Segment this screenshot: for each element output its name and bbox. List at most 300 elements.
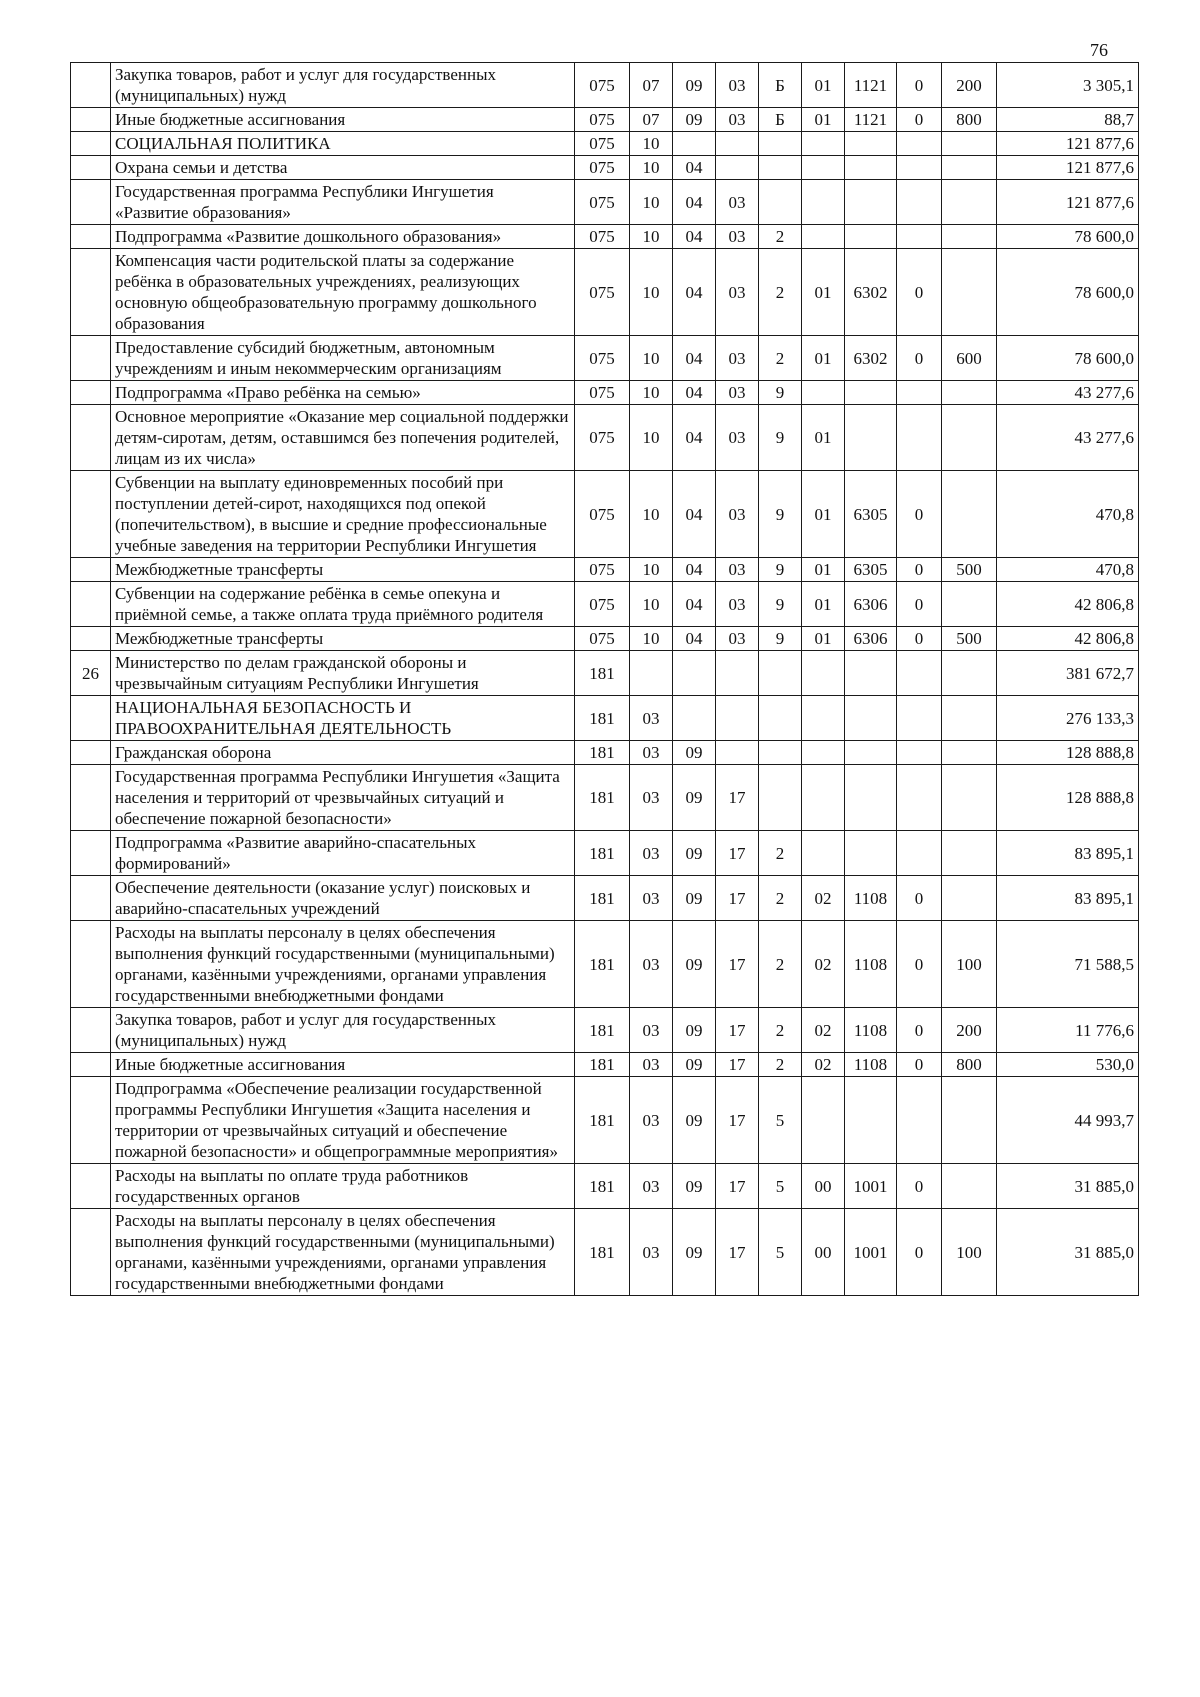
code-sub-cell	[897, 156, 942, 180]
row-number-cell	[71, 741, 111, 765]
code-vr-cell	[942, 1077, 997, 1164]
code-direction-cell	[845, 765, 897, 831]
code-subprogram-cell: 2	[759, 336, 802, 381]
code-sub-cell	[897, 741, 942, 765]
code-program-cell: 03	[716, 558, 759, 582]
code-vr-cell: 600	[942, 336, 997, 381]
code-subsection-cell: 09	[673, 741, 716, 765]
code-measure-cell	[802, 651, 845, 696]
row-amount-cell: 3 305,1	[997, 63, 1139, 108]
row-amount-cell: 83 895,1	[997, 876, 1139, 921]
code-sub-cell: 0	[897, 249, 942, 336]
code-subprogram-cell: 2	[759, 1008, 802, 1053]
code-direction-cell	[845, 180, 897, 225]
code-program-cell	[716, 156, 759, 180]
code-gr-cell: 075	[575, 225, 630, 249]
code-vr-cell	[942, 1164, 997, 1209]
row-name-cell: Государственная программа Республики Ингушетия «Защита населения и территорий от чрезвычайных ситуаций и обеспечение пожарной безопасности»	[111, 765, 575, 831]
row-number-cell: 26	[71, 651, 111, 696]
row-number-cell	[71, 921, 111, 1008]
code-subsection-cell: 09	[673, 831, 716, 876]
row-number-cell	[71, 696, 111, 741]
code-program-cell: 17	[716, 1164, 759, 1209]
row-amount-cell: 31 885,0	[997, 1164, 1139, 1209]
code-program-cell: 03	[716, 381, 759, 405]
code-program-cell: 17	[716, 876, 759, 921]
row-name-cell: Расходы на выплаты персоналу в целях обеспечения выполнения функций государственными (муниципальными) органами, казёнными учреждениями, органами управления государственными внебюджетными фондами	[111, 1209, 575, 1296]
code-section-cell: 10	[630, 225, 673, 249]
row-name-cell: Министерство по делам гражданской обороны и чрезвычайным ситуациям Республики Ингушетия	[111, 651, 575, 696]
code-subprogram-cell	[759, 132, 802, 156]
code-measure-cell: 02	[802, 1053, 845, 1077]
code-subsection-cell: 04	[673, 249, 716, 336]
code-subsection-cell: 04	[673, 336, 716, 381]
table-row	[71, 741, 1139, 765]
code-section-cell: 03	[630, 765, 673, 831]
row-amount-cell: 42 806,8	[997, 627, 1139, 651]
code-program-cell: 03	[716, 582, 759, 627]
code-section-cell: 10	[630, 405, 673, 471]
row-name-cell: Иные бюджетные ассигнования	[111, 108, 575, 132]
code-subsection-cell: 04	[673, 582, 716, 627]
code-section-cell: 03	[630, 1209, 673, 1296]
code-sub-cell: 0	[897, 582, 942, 627]
table-row	[71, 696, 1139, 741]
code-subsection-cell: 04	[673, 627, 716, 651]
code-subsection-cell	[673, 696, 716, 741]
code-measure-cell: 01	[802, 108, 845, 132]
code-sub-cell: 0	[897, 921, 942, 1008]
code-measure-cell: 01	[802, 627, 845, 651]
code-gr-cell: 075	[575, 63, 630, 108]
code-subprogram-cell: 2	[759, 225, 802, 249]
code-direction-cell: 6302	[845, 249, 897, 336]
code-vr-cell	[942, 765, 997, 831]
code-subsection-cell: 09	[673, 876, 716, 921]
table-row	[71, 471, 1139, 558]
code-direction-cell: 6306	[845, 582, 897, 627]
row-number-cell	[71, 108, 111, 132]
row-amount-cell: 44 993,7	[997, 1077, 1139, 1164]
code-program-cell: 17	[716, 1209, 759, 1296]
code-section-cell: 10	[630, 627, 673, 651]
row-number-cell	[71, 156, 111, 180]
code-vr-cell	[942, 249, 997, 336]
row-amount-cell: 71 588,5	[997, 921, 1139, 1008]
code-section-cell	[630, 651, 673, 696]
code-measure-cell: 00	[802, 1209, 845, 1296]
table-row	[71, 876, 1139, 921]
code-gr-cell: 075	[575, 156, 630, 180]
table-row	[71, 132, 1139, 156]
code-section-cell: 10	[630, 180, 673, 225]
code-sub-cell	[897, 651, 942, 696]
code-program-cell: 17	[716, 1008, 759, 1053]
code-vr-cell	[942, 831, 997, 876]
row-number-cell	[71, 471, 111, 558]
budget-table	[70, 62, 1139, 1296]
code-sub-cell: 0	[897, 558, 942, 582]
code-subprogram-cell	[759, 765, 802, 831]
code-subprogram-cell: 9	[759, 405, 802, 471]
table-row	[71, 336, 1139, 381]
code-measure-cell	[802, 156, 845, 180]
code-sub-cell: 0	[897, 1209, 942, 1296]
code-sub-cell: 0	[897, 1053, 942, 1077]
row-amount-cell: 276 133,3	[997, 696, 1139, 741]
code-direction-cell: 1108	[845, 921, 897, 1008]
row-amount-cell: 530,0	[997, 1053, 1139, 1077]
code-measure-cell	[802, 225, 845, 249]
code-subprogram-cell	[759, 741, 802, 765]
row-amount-cell: 470,8	[997, 558, 1139, 582]
row-amount-cell: 88,7	[997, 108, 1139, 132]
code-subprogram-cell: 9	[759, 582, 802, 627]
code-vr-cell	[942, 696, 997, 741]
code-gr-cell: 181	[575, 876, 630, 921]
code-section-cell: 03	[630, 1077, 673, 1164]
code-direction-cell: 1001	[845, 1209, 897, 1296]
row-name-cell: Межбюджетные трансферты	[111, 558, 575, 582]
code-subsection-cell: 09	[673, 1077, 716, 1164]
code-direction-cell: 6302	[845, 336, 897, 381]
code-sub-cell	[897, 696, 942, 741]
code-sub-cell	[897, 381, 942, 405]
code-section-cell: 10	[630, 249, 673, 336]
row-amount-cell: 78 600,0	[997, 225, 1139, 249]
code-section-cell: 10	[630, 336, 673, 381]
row-number-cell	[71, 405, 111, 471]
code-vr-cell: 200	[942, 1008, 997, 1053]
code-subprogram-cell: Б	[759, 63, 802, 108]
code-direction-cell	[845, 741, 897, 765]
code-subsection-cell: 04	[673, 381, 716, 405]
code-subsection-cell	[673, 651, 716, 696]
code-program-cell: 03	[716, 63, 759, 108]
code-program-cell	[716, 741, 759, 765]
code-direction-cell	[845, 156, 897, 180]
row-number-cell	[71, 1164, 111, 1209]
code-subprogram-cell: 2	[759, 876, 802, 921]
code-program-cell	[716, 696, 759, 741]
code-section-cell: 10	[630, 471, 673, 558]
code-gr-cell: 181	[575, 1209, 630, 1296]
code-vr-cell	[942, 381, 997, 405]
code-direction-cell: 6306	[845, 627, 897, 651]
code-gr-cell: 181	[575, 765, 630, 831]
code-subsection-cell	[673, 132, 716, 156]
row-name-cell: Гражданская оборона	[111, 741, 575, 765]
row-name-cell: Субвенции на содержание ребёнка в семье опекуна и приёмной семье, а также оплата труда приёмного родителя	[111, 582, 575, 627]
code-measure-cell	[802, 381, 845, 405]
code-subsection-cell: 04	[673, 156, 716, 180]
code-direction-cell	[845, 696, 897, 741]
row-number-cell	[71, 336, 111, 381]
code-gr-cell: 075	[575, 627, 630, 651]
code-gr-cell: 075	[575, 336, 630, 381]
code-direction-cell	[845, 132, 897, 156]
code-measure-cell: 01	[802, 582, 845, 627]
row-number-cell	[71, 1053, 111, 1077]
code-subprogram-cell: 9	[759, 381, 802, 405]
row-amount-cell: 121 877,6	[997, 180, 1139, 225]
code-measure-cell: 02	[802, 921, 845, 1008]
code-measure-cell: 01	[802, 336, 845, 381]
code-section-cell: 03	[630, 876, 673, 921]
code-direction-cell	[845, 651, 897, 696]
code-subsection-cell: 04	[673, 471, 716, 558]
code-sub-cell	[897, 831, 942, 876]
code-section-cell: 10	[630, 381, 673, 405]
code-vr-cell: 500	[942, 627, 997, 651]
row-number-cell	[71, 1077, 111, 1164]
code-program-cell	[716, 132, 759, 156]
row-name-cell: Охрана семьи и детства	[111, 156, 575, 180]
row-number-cell	[71, 132, 111, 156]
code-vr-cell	[942, 405, 997, 471]
code-gr-cell: 181	[575, 921, 630, 1008]
code-gr-cell: 181	[575, 831, 630, 876]
row-name-cell: Межбюджетные трансферты	[111, 627, 575, 651]
code-gr-cell: 181	[575, 741, 630, 765]
code-vr-cell	[942, 180, 997, 225]
code-measure-cell: 00	[802, 1164, 845, 1209]
row-amount-cell: 128 888,8	[997, 765, 1139, 831]
row-name-cell: Закупка товаров, работ и услуг для государственных (муниципальных) нужд	[111, 1008, 575, 1053]
page-number: 76	[1090, 40, 1108, 60]
code-program-cell: 03	[716, 180, 759, 225]
code-direction-cell: 1121	[845, 63, 897, 108]
table-row	[71, 765, 1139, 831]
table-row	[71, 225, 1139, 249]
code-direction-cell	[845, 381, 897, 405]
code-measure-cell	[802, 132, 845, 156]
code-program-cell: 17	[716, 1077, 759, 1164]
code-sub-cell	[897, 765, 942, 831]
table-row	[71, 1164, 1139, 1209]
row-name-cell: Подпрограмма «Развитие дошкольного образования»	[111, 225, 575, 249]
code-vr-cell	[942, 582, 997, 627]
code-measure-cell: 02	[802, 1008, 845, 1053]
code-gr-cell: 075	[575, 558, 630, 582]
code-subsection-cell: 09	[673, 1209, 716, 1296]
row-name-cell: Предоставление субсидий бюджетным, автономным учреждениям и иным некоммерческим организациям	[111, 336, 575, 381]
code-section-cell: 03	[630, 741, 673, 765]
row-name-cell: Основное мероприятие «Оказание мер социальной поддержки детям-сиротам, детям, оставшимся без попечения родителей, лицам из их числа»	[111, 405, 575, 471]
code-direction-cell	[845, 405, 897, 471]
code-gr-cell: 075	[575, 471, 630, 558]
row-name-cell: СОЦИАЛЬНАЯ ПОЛИТИКА	[111, 132, 575, 156]
code-direction-cell: 6305	[845, 558, 897, 582]
code-vr-cell: 100	[942, 921, 997, 1008]
code-direction-cell	[845, 225, 897, 249]
code-subprogram-cell: 2	[759, 921, 802, 1008]
row-amount-cell: 381 672,7	[997, 651, 1139, 696]
code-program-cell: 03	[716, 471, 759, 558]
code-sub-cell	[897, 405, 942, 471]
code-direction-cell: 1001	[845, 1164, 897, 1209]
code-gr-cell: 075	[575, 249, 630, 336]
code-subprogram-cell: 2	[759, 831, 802, 876]
code-measure-cell: 02	[802, 876, 845, 921]
table-row	[71, 1053, 1139, 1077]
row-amount-cell: 43 277,6	[997, 381, 1139, 405]
code-section-cell: 07	[630, 108, 673, 132]
code-measure-cell	[802, 696, 845, 741]
code-subprogram-cell: 5	[759, 1077, 802, 1164]
row-amount-cell: 83 895,1	[997, 831, 1139, 876]
code-gr-cell: 181	[575, 1053, 630, 1077]
code-measure-cell	[802, 765, 845, 831]
code-sub-cell: 0	[897, 63, 942, 108]
table-row	[71, 1077, 1139, 1164]
code-subprogram-cell: 2	[759, 1053, 802, 1077]
table-row	[71, 249, 1139, 336]
code-direction-cell: 1121	[845, 108, 897, 132]
row-number-cell	[71, 381, 111, 405]
code-program-cell: 17	[716, 1053, 759, 1077]
code-subprogram-cell: 9	[759, 558, 802, 582]
code-sub-cell	[897, 132, 942, 156]
table-row	[71, 63, 1139, 108]
row-amount-cell: 470,8	[997, 471, 1139, 558]
code-sub-cell: 0	[897, 1008, 942, 1053]
code-sub-cell	[897, 225, 942, 249]
row-number-cell	[71, 765, 111, 831]
code-subprogram-cell: 2	[759, 249, 802, 336]
code-sub-cell: 0	[897, 108, 942, 132]
code-subprogram-cell: 9	[759, 627, 802, 651]
code-measure-cell: 01	[802, 558, 845, 582]
code-vr-cell	[942, 471, 997, 558]
code-subprogram-cell: 9	[759, 471, 802, 558]
code-program-cell	[716, 651, 759, 696]
row-number-cell	[71, 63, 111, 108]
code-subprogram-cell	[759, 696, 802, 741]
code-vr-cell	[942, 876, 997, 921]
code-subsection-cell: 04	[673, 180, 716, 225]
code-subprogram-cell: 5	[759, 1164, 802, 1209]
row-amount-cell: 42 806,8	[997, 582, 1139, 627]
code-subsection-cell: 09	[673, 1008, 716, 1053]
code-subsection-cell: 09	[673, 108, 716, 132]
code-gr-cell: 181	[575, 1008, 630, 1053]
row-number-cell	[71, 558, 111, 582]
code-sub-cell: 0	[897, 336, 942, 381]
row-number-cell	[71, 249, 111, 336]
code-measure-cell: 01	[802, 405, 845, 471]
row-name-cell: Подпрограмма «Развитие аварийно-спасательных формирований»	[111, 831, 575, 876]
code-measure-cell	[802, 831, 845, 876]
code-section-cell: 03	[630, 1008, 673, 1053]
row-amount-cell: 78 600,0	[997, 336, 1139, 381]
code-vr-cell	[942, 132, 997, 156]
row-number-cell	[71, 1209, 111, 1296]
code-direction-cell: 1108	[845, 1053, 897, 1077]
code-vr-cell: 800	[942, 108, 997, 132]
code-vr-cell	[942, 156, 997, 180]
code-measure-cell	[802, 180, 845, 225]
code-vr-cell: 500	[942, 558, 997, 582]
row-amount-cell: 121 877,6	[997, 132, 1139, 156]
code-program-cell: 03	[716, 249, 759, 336]
code-section-cell: 03	[630, 831, 673, 876]
row-name-cell: Закупка товаров, работ и услуг для государственных (муниципальных) нужд	[111, 63, 575, 108]
code-vr-cell	[942, 225, 997, 249]
table-row	[71, 108, 1139, 132]
row-amount-cell: 43 277,6	[997, 405, 1139, 471]
code-direction-cell: 1108	[845, 1008, 897, 1053]
code-section-cell: 03	[630, 696, 673, 741]
code-vr-cell: 200	[942, 63, 997, 108]
row-name-cell: Подпрограмма «Право ребёнка на семью»	[111, 381, 575, 405]
code-subsection-cell: 09	[673, 765, 716, 831]
table-row	[71, 627, 1139, 651]
code-section-cell: 10	[630, 132, 673, 156]
code-subsection-cell: 04	[673, 405, 716, 471]
row-name-cell: Расходы на выплаты по оплате труда работников государственных органов	[111, 1164, 575, 1209]
code-section-cell: 10	[630, 558, 673, 582]
code-gr-cell: 181	[575, 1164, 630, 1209]
table-row	[71, 651, 1139, 696]
table-row	[71, 582, 1139, 627]
row-amount-cell: 121 877,6	[997, 156, 1139, 180]
row-number-cell	[71, 1008, 111, 1053]
code-program-cell: 03	[716, 336, 759, 381]
table-row	[71, 921, 1139, 1008]
row-number-cell	[71, 225, 111, 249]
code-gr-cell: 075	[575, 108, 630, 132]
code-gr-cell: 075	[575, 582, 630, 627]
code-subsection-cell: 09	[673, 1053, 716, 1077]
code-vr-cell: 800	[942, 1053, 997, 1077]
code-subprogram-cell: Б	[759, 108, 802, 132]
row-amount-cell: 128 888,8	[997, 741, 1139, 765]
code-sub-cell: 0	[897, 876, 942, 921]
code-subprogram-cell	[759, 180, 802, 225]
table-row	[71, 558, 1139, 582]
row-number-cell	[71, 627, 111, 651]
row-amount-cell: 78 600,0	[997, 249, 1139, 336]
code-program-cell: 03	[716, 405, 759, 471]
code-measure-cell	[802, 741, 845, 765]
table-row	[71, 381, 1139, 405]
code-sub-cell	[897, 1077, 942, 1164]
row-number-cell	[71, 831, 111, 876]
code-gr-cell: 075	[575, 180, 630, 225]
code-measure-cell: 01	[802, 471, 845, 558]
code-subsection-cell: 09	[673, 1164, 716, 1209]
row-name-cell: Подпрограмма «Обеспечение реализации государственной программы Республики Ингушетия «Защита населения и территории от чрезвычайных ситуаций и обеспечение пожарной безопасности» и общепрограммные мероприятия»	[111, 1077, 575, 1164]
code-program-cell: 03	[716, 108, 759, 132]
table-row	[71, 180, 1139, 225]
code-gr-cell: 075	[575, 381, 630, 405]
code-gr-cell: 181	[575, 696, 630, 741]
row-name-cell: Расходы на выплаты персоналу в целях обеспечения выполнения функций государственными (муниципальными) органами, казёнными учреждениями, органами управления государственными внебюджетными фондами	[111, 921, 575, 1008]
code-subprogram-cell	[759, 651, 802, 696]
row-amount-cell: 11 776,6	[997, 1008, 1139, 1053]
code-subprogram-cell	[759, 156, 802, 180]
code-gr-cell: 181	[575, 1077, 630, 1164]
code-vr-cell	[942, 651, 997, 696]
code-measure-cell: 01	[802, 63, 845, 108]
table-row	[71, 1209, 1139, 1296]
row-name-cell: Субвенции на выплату единовременных пособий при поступлении детей-сирот, находящихся под опекой (попечительством), в высшие и средние профессиональные учебные заведения на территории Республики Ингушетия	[111, 471, 575, 558]
code-section-cell: 03	[630, 921, 673, 1008]
code-sub-cell	[897, 180, 942, 225]
code-direction-cell: 6305	[845, 471, 897, 558]
code-measure-cell	[802, 1077, 845, 1164]
